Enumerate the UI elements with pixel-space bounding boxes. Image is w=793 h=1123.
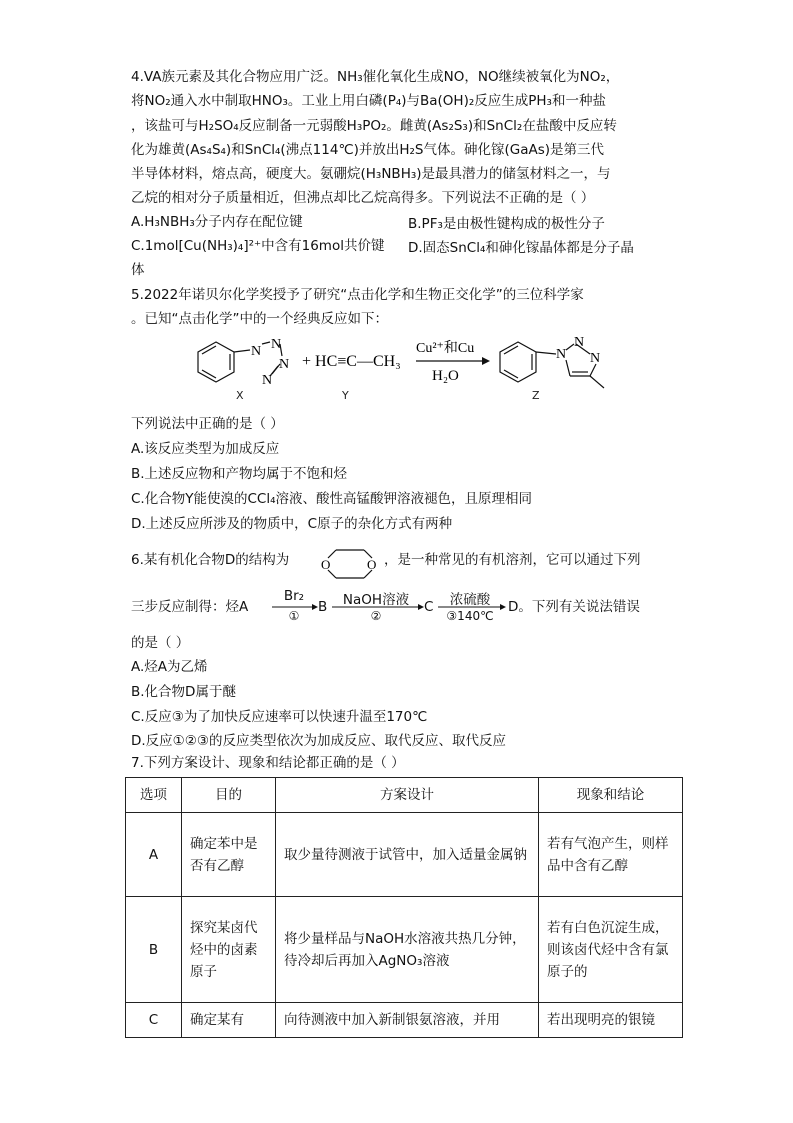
n-atom-5: N bbox=[556, 347, 567, 362]
q5-option-d: D.上述反应所涉及的物质中，C原子的杂化方式有两种 bbox=[131, 516, 453, 532]
q6-option-a: A.烃A为乙烯 bbox=[131, 659, 208, 675]
row-c-design: 向待测液中加入新制银氨溶液，并用 bbox=[276, 1003, 539, 1038]
row-c-purpose: 确定某有 bbox=[182, 1003, 276, 1038]
q4-option-b: B.PF₃是由极性键构成的极性分子 bbox=[408, 216, 605, 232]
q6-option-c: C.反应③为了加快反应速率可以快速升温至170℃ bbox=[131, 709, 428, 725]
q6-route-b: B bbox=[318, 599, 328, 615]
row-c-result: 若出现明亮的银镜 bbox=[539, 1003, 683, 1038]
header-purpose: 目的 bbox=[182, 778, 276, 813]
q5-line-1: 5.2022年诺贝尔化学奖授予了研究“点击化学和生物正交化学”的三位科学家 bbox=[131, 287, 584, 303]
q6-route-post: D。下列有关说法错误 bbox=[508, 599, 640, 615]
q7-question: 7.下列方案设计、现象和结论都正确的是（ ） bbox=[131, 755, 405, 771]
q4-line-6: 乙烷的相对分子质量相近，但沸点却比乙烷高得多。下列说法不正确的是（ ） bbox=[131, 190, 595, 206]
step1-reagent: Br₂ bbox=[283, 588, 305, 604]
q6-option-d: D.反应①②③的反应类型依次为加成反应、取代反应、取代反应 bbox=[131, 733, 506, 749]
q4-option-a: A.H₃NBH₃分子内存在配位键 bbox=[131, 214, 303, 230]
q6-line-3: 的是（ ） bbox=[131, 635, 190, 651]
n-atom-7: N bbox=[590, 351, 601, 366]
q6-line-1-pre: 6.某有机化合物D的结构为 bbox=[131, 552, 290, 568]
o-atom-right: O bbox=[367, 557, 377, 572]
q6-option-b: B.化合物D属于醚 bbox=[131, 684, 236, 700]
arrow-head-icon bbox=[482, 357, 490, 365]
row-a-purpose: 确定苯中是否有乙醇 bbox=[182, 813, 276, 897]
q5-question: 下列说法中正确的是（ ） bbox=[131, 416, 284, 432]
q4-line-2: 将NO₂通入水中制取HNO₃。工业上用白磷(P₄)与Ba(OH)₂反应生成PH₃和一种盐 bbox=[131, 93, 606, 109]
table-row bbox=[126, 1003, 683, 1038]
row-a-option: A bbox=[126, 813, 182, 897]
q5-line-2: 。已知“点击化学”中的一个经典反应如下： bbox=[131, 311, 388, 327]
dioxane-structure bbox=[318, 538, 382, 588]
row-b-result: 若有白色沉淀生成，则该卤代烃中含有氯原子的 bbox=[539, 897, 683, 1003]
q4-option-c: C.1mol[Cu(NH₃)₄]²⁺中含有16mol共价键 bbox=[131, 238, 385, 254]
label-x: X bbox=[236, 389, 244, 402]
row-a-design: 取少量待测液于试管中，加入适量金属钠 bbox=[276, 813, 539, 897]
n-atom-2: N bbox=[271, 337, 282, 352]
table-row bbox=[126, 897, 683, 1003]
q5-option-c: C.化合物Y能使溴的CCl₄溶液、酸性高锰酸钾溶液褪色，且原理相同 bbox=[131, 491, 532, 507]
benzene-ring-z bbox=[500, 342, 604, 388]
q4-option-d: D.固态SnCl₄和砷化镓晶体都是分子晶 bbox=[408, 240, 634, 256]
q5-option-b: B.上述反应物和产物均属于不饱和烃 bbox=[131, 466, 348, 482]
label-z: Z bbox=[532, 389, 540, 402]
q4-line-5: 半导体材料，熔点高，硬度大。氨硼烷(H₃NBH₃)是最具潜力的储氢材料之一，与 bbox=[131, 166, 611, 182]
row-b-design: 将少量样品与NaOH水溶液共热几分钟，待冷却后再加入AgNO₃溶液 bbox=[276, 897, 539, 1003]
row-b-purpose: 探究某卤代烃中的卤素原子 bbox=[182, 897, 276, 1003]
reagent-y-formula: + HC≡C—CH₃ bbox=[302, 353, 401, 370]
table-header-row bbox=[126, 778, 683, 813]
q4-line-1: 4.VA族元素及其化合物应用广泛。NH₃催化氧化生成NO，NO继续被氧化为NO₂， bbox=[131, 69, 620, 85]
row-a-result: 若有气泡产生，则样品中含有乙醇 bbox=[539, 813, 683, 897]
step3-number: ③140℃ bbox=[446, 609, 494, 623]
o-atom-left: O bbox=[321, 557, 331, 572]
q4-line-4: 化为雄黄(As₄S₄)和SnCl₄(沸点114℃)并放出H₂S气体。砷化镓(GaAs)是第三代 bbox=[131, 142, 605, 158]
table-row bbox=[126, 813, 683, 897]
label-y: Y bbox=[342, 389, 349, 402]
row-b-option: B bbox=[126, 897, 182, 1003]
header-option: 选项 bbox=[126, 778, 182, 813]
n-atom-1: N bbox=[251, 344, 262, 359]
q7-table bbox=[125, 777, 683, 1038]
header-design: 方案设计 bbox=[276, 778, 539, 813]
q5-option-a: A.该反应类型为加成反应 bbox=[131, 441, 280, 457]
catalyst-label: Cu²⁺和Cu bbox=[416, 341, 475, 356]
q4-line-3: ，该盐可与H₂SO₄反应制备一元弱酸H₃PO₂。雌黄(As₂S₃)和SnCl₂在盐酸中反应转 bbox=[131, 118, 617, 134]
header-result: 现象和结论 bbox=[539, 778, 683, 813]
q4-option-d-cont: 体 bbox=[131, 262, 145, 278]
row-c-option: C bbox=[126, 1003, 182, 1038]
q5-reaction-scheme bbox=[190, 328, 650, 406]
q6-route-pre: 三步反应制得：烃A bbox=[131, 599, 249, 615]
solvent-label: H₂O bbox=[432, 368, 459, 384]
n-atom-6: N bbox=[574, 335, 585, 350]
n-atom-4: N bbox=[262, 373, 273, 388]
step2-reagent: NaOH溶液 bbox=[342, 592, 410, 608]
n-atom-3: N bbox=[279, 357, 290, 372]
step3-reagent: 浓硫酸 bbox=[449, 592, 491, 608]
step2-number: ② bbox=[370, 609, 382, 623]
q6-line-1-post: ，是一种常见的有机溶剂，它可以通过下列 bbox=[384, 552, 641, 568]
step1-number: ① bbox=[288, 609, 300, 623]
q6-route-c: C bbox=[424, 599, 434, 615]
